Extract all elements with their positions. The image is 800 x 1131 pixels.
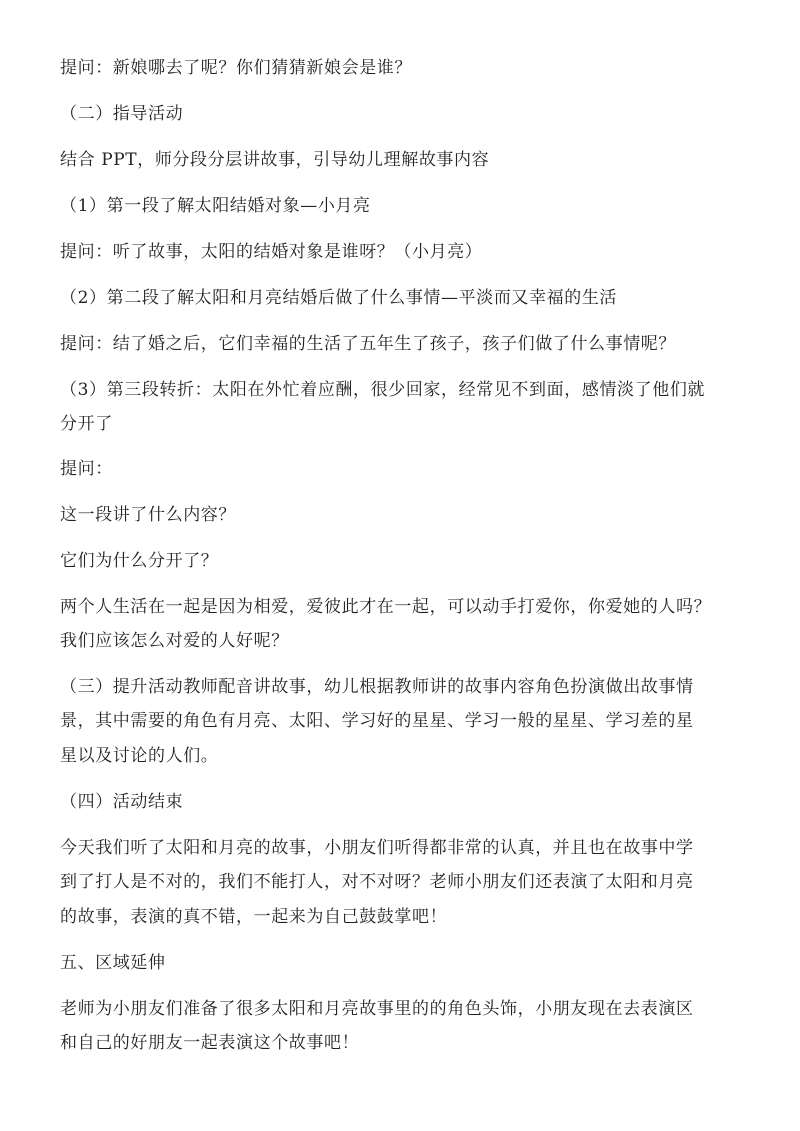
extension-line-2: 和自己的好朋友一起表演这个故事吧！ — [60, 1033, 360, 1053]
question-marriage-partner: 提问：听了故事，太阳的结婚对象是谁呀？（小月亮） — [60, 242, 483, 262]
extension-line-1: 老师为小朋友们准备了很多太阳和月亮故事里的的角色头饰，小朋友现在去表演区 — [60, 999, 694, 1019]
question-children: 提问：结了婚之后，它们幸福的生活了五年生了孩子，孩子们做了什么事情呢？ — [60, 334, 676, 354]
question-bride: 提问：新娘哪去了呢？你们猜猜新娘会是谁？ — [60, 58, 412, 78]
conclusion-line-2: 到了打人是不对的，我们不能打人，对不对呀？老师小朋友们还表演了太阳和月亮 — [60, 872, 694, 892]
conclusion-line-1: 今天我们听了太阳和月亮的故事，小朋友们听得都非常的认真，并且也在故事中学 — [60, 838, 694, 858]
step-2-heading: （2）第二段了解太阳和月亮结婚后做了什么事情—平淡而又幸福的生活 — [60, 288, 618, 308]
paragraph-love-continued: 我们应该怎么对爱的人好呢？ — [60, 631, 289, 651]
step-1-heading: （1）第一段了解太阳结婚对象—小月亮 — [60, 196, 371, 216]
question-why-separate: 它们为什么分开了？ — [60, 551, 219, 571]
question-content: 这一段讲了什么内容？ — [60, 505, 236, 525]
paragraph-ppt-story: 结合 PPT，师分段分层讲故事，引导幼儿理解故事内容 — [60, 150, 490, 170]
section-heading-area-extension: 五、区域延伸 — [60, 953, 166, 973]
enhancement-line-2: 景，其中需要的角色有月亮、太阳、学习好的星星、学习一般的星星、学习差的星 — [60, 711, 694, 731]
conclusion-line-3: 的故事，表演的真不错，一起来为自己鼓鼓掌吧！ — [60, 907, 448, 927]
paragraph-love: 两个人生活在一起是因为相爱，爱彼此才在一起，可以动手打爱你，你爱她的人吗？ — [60, 597, 712, 617]
step-3-continued: 分开了 — [60, 414, 113, 434]
step-3-heading: （3）第三段转折：太阳在外忙着应酬，很少回家，经常见不到面，感情淡了他们就 — [60, 380, 706, 400]
section-heading-guided-activity: （二）指导活动 — [60, 104, 184, 124]
question-label: 提问： — [60, 459, 113, 479]
section-heading-enhancement: （三）提升活动教师配音讲故事，幼儿根据教师讲的故事内容角色扮演做出故事情 — [60, 677, 694, 697]
section-heading-activity-end: （四）活动结束 — [60, 792, 184, 812]
enhancement-line-3: 星以及讨论的人们。 — [60, 746, 219, 766]
